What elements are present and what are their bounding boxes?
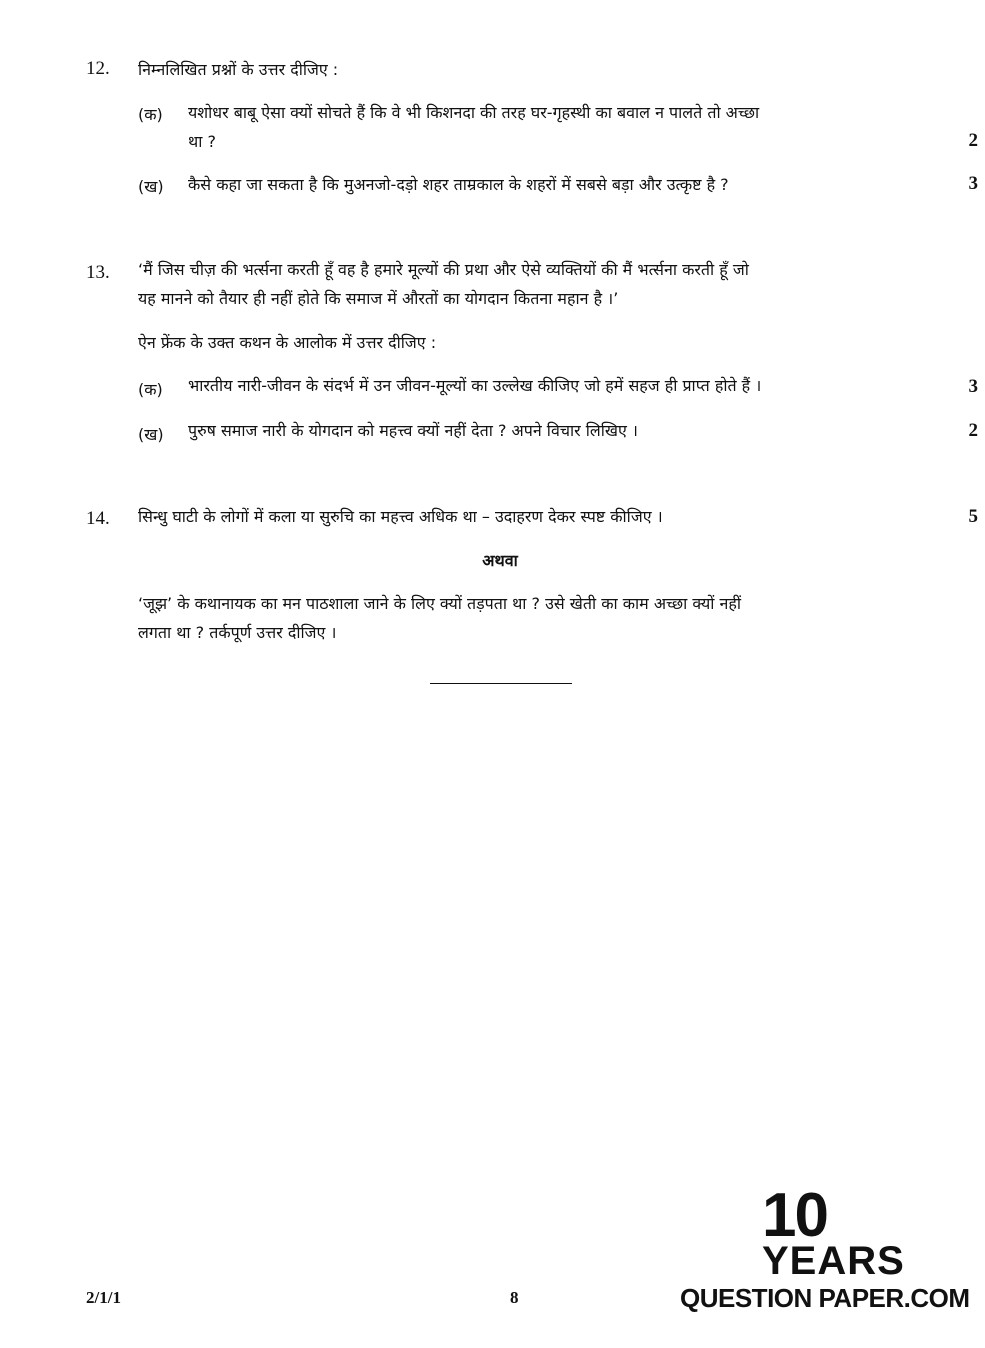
question-14-alt-line2: लगता था ? तर्कपूर्ण उत्तर दीजिए । <box>138 623 337 642</box>
logo-years: YEARS <box>762 1239 905 1283</box>
question-12a-marks: 2 <box>968 130 978 151</box>
question-12b-marks: 3 <box>968 173 978 194</box>
question-12a-label: (क) <box>138 105 163 124</box>
question-13b-line1: पुरुष समाज नारी के योगदान को महत्त्व क्यों नहीं देता ? अपने विचार लिखिए । <box>188 421 639 440</box>
question-12a-line2: था ? <box>188 132 216 151</box>
question-12-text: निम्नलिखित प्रश्नों के उत्तर दीजिए : <box>138 60 339 79</box>
or-heading: अथवा <box>482 551 518 570</box>
end-of-paper-rule <box>430 683 572 684</box>
question-12b-line1: कैसे कहा जा सकता है कि मुअनजो-दड़ो शहर ताम्रकाल के शहरों में सबसे बड़ा और उत्कृष्ट है ? <box>188 175 729 194</box>
question-13-instruction: ऐन फ्रेंक के उक्त कथन के आलोक में उत्तर दीजिए : <box>138 333 437 352</box>
question-12a-line1: यशोधर बाबू ऐसा क्यों सोचते हैं कि वे भी किशनदा की तरह घर-गृहस्थी का बवाल न पालते तो अच्छा <box>188 103 760 122</box>
question-13a-line1: भारतीय नारी-जीवन के संदर्भ में उन जीवन-मूल्यों का उल्लेख कीजिए जो हमें सहज ही प्राप्त होते हैं । <box>188 376 762 395</box>
question-13b-label: (ख) <box>138 425 164 444</box>
question-14-alt-line1: ‘जूझ’ के कथानायक का मन पाठशाला जाने के लिए क्यों तड़पता था ? उसे खेती का काम अच्छा क्यों नहीं <box>138 594 741 613</box>
question-13-quote-line1: ‘मैं जिस चीज़ की भर्त्सना करती हूँ वह है हमारे मूल्यों की प्रथा और ऐसे व्यक्तियों की मैं भर्त्सना करती हूँ जो <box>138 260 749 279</box>
paper-code: 2/1/1 <box>86 1288 121 1307</box>
question-12b-label: (ख) <box>138 177 164 196</box>
question-14-marks: 5 <box>968 506 978 527</box>
question-13b-marks: 2 <box>968 420 978 441</box>
question-13-number: 13. <box>86 262 110 283</box>
question-13a-marks: 3 <box>968 376 978 397</box>
page-number: 8 <box>510 1288 519 1307</box>
question-13-quote-line2: यह मानने को तैयार ही नहीं होते कि समाज में औरतों का योगदान कितना महान है ।’ <box>138 289 619 308</box>
logo-number: 10 <box>762 1181 827 1250</box>
question-14-text: सिन्धु घाटी के लोगों में कला या सुरुचि का महत्त्व अधिक था – उदाहरण देकर स्पष्ट कीजिए । <box>138 507 663 526</box>
question-12-number: 12. <box>86 58 110 79</box>
logo-site-name: QUESTION PAPER.COM <box>680 1283 970 1313</box>
question-13a-label: (क) <box>138 380 163 399</box>
site-logo <box>680 1181 970 1320</box>
question-14-number: 14. <box>86 508 110 529</box>
